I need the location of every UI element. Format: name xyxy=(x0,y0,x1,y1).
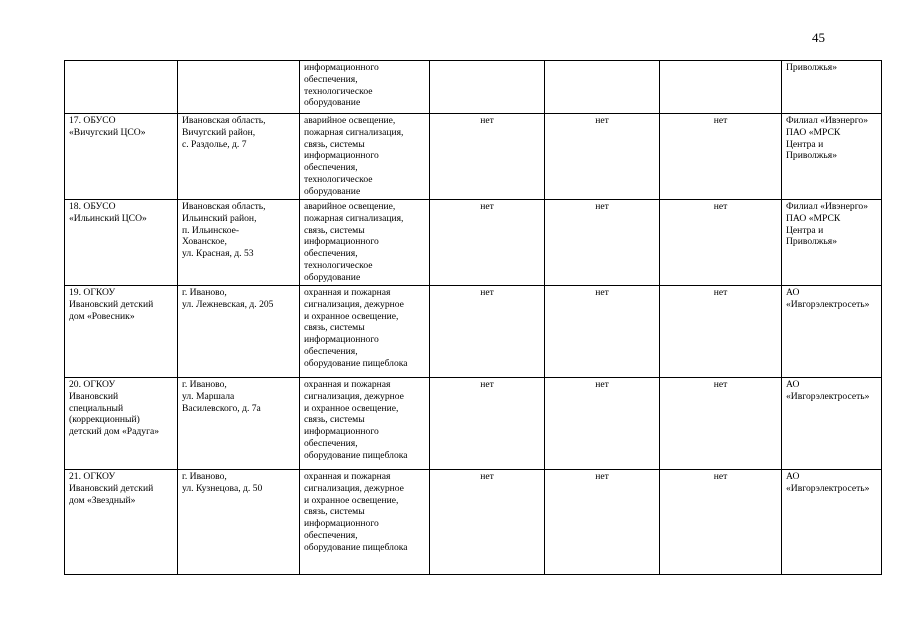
supplier-cell-line: ПАО «МРСК xyxy=(786,126,841,138)
address-cell xyxy=(178,61,300,114)
status-cell xyxy=(660,61,782,114)
supplier-cell-line: «Ивгорэлектросеть» xyxy=(786,298,870,310)
address-cell xyxy=(178,114,300,200)
supplier-cell-line: АО xyxy=(786,379,800,390)
address-cell-line: ул. Кузнецова, д. 50 xyxy=(182,482,263,494)
address-cell xyxy=(178,286,300,378)
institution-name-cell-line: «Ильинский ЦСО» xyxy=(69,212,147,224)
status-cell: нет xyxy=(545,470,660,575)
equipment-cell-line: охранная и пожарная xyxy=(304,471,391,482)
supplier-cell xyxy=(782,61,882,114)
equipment-cell-line: и охранное освещение, xyxy=(304,310,399,322)
address-cell-line: п. Ильинское- xyxy=(182,224,240,236)
equipment-cell xyxy=(300,470,430,575)
table-row xyxy=(65,286,882,378)
equipment-cell-line: технологическое xyxy=(304,173,373,185)
institution-name-cell-line: детский дом «Радуга» xyxy=(69,426,160,438)
institution-name-cell xyxy=(65,114,178,200)
equipment-cell-line: сигнализация, дежурное xyxy=(304,298,404,310)
institution-name-cell xyxy=(65,61,178,114)
status-cell: нет xyxy=(545,114,660,200)
institution-name-cell-line: дом «Ровесник» xyxy=(69,310,135,322)
equipment-cell-line: связь, системы xyxy=(304,506,365,518)
equipment-cell-line: сигнализация, дежурное xyxy=(304,482,404,494)
status-cell xyxy=(545,61,660,114)
supplier-cell-line: «Ивгорэлектросеть» xyxy=(786,482,870,494)
address-cell-line: Вичугский район, xyxy=(182,126,256,138)
status-cell: нет xyxy=(660,286,782,378)
equipment-cell-line: оборудование пищеблока xyxy=(304,541,408,553)
equipment-cell-line: обеспечения, xyxy=(304,345,358,357)
institution-name-cell-line: Ивановский детский xyxy=(69,298,154,310)
equipment-cell-line: пожарная сигнализация, xyxy=(304,126,404,138)
supplier-cell-line: Приволжья» xyxy=(786,236,837,248)
supplier-cell-line: Центра и xyxy=(786,224,824,236)
address-cell xyxy=(178,200,300,286)
table-row xyxy=(65,470,882,575)
supplier-cell xyxy=(782,200,882,286)
equipment-cell-line: обеспечения, xyxy=(304,73,358,85)
equipment-cell-line: связь, системы xyxy=(304,414,365,426)
status-cell: нет xyxy=(545,200,660,286)
supplier-cell-line: АО xyxy=(786,287,800,298)
status-cell: нет xyxy=(430,470,545,575)
equipment-cell-line: связь, системы xyxy=(304,224,365,236)
address-cell-line: г. Иваново, xyxy=(182,471,227,482)
status-cell xyxy=(430,61,545,114)
equipment-cell-line: оборудование пищеблока xyxy=(304,357,408,369)
table-row xyxy=(65,114,882,200)
equipment-cell-line: информационного xyxy=(304,334,379,346)
equipment-cell-line: охранная и пожарная xyxy=(304,287,391,298)
supplier-cell-line: Филиал «Ивэнерго» xyxy=(786,201,869,212)
equipment-cell-line: информационного xyxy=(304,426,379,438)
equipment-cell xyxy=(300,61,430,114)
status-cell: нет xyxy=(660,114,782,200)
equipment-cell xyxy=(300,378,430,470)
equipment-cell-line: охранная и пожарная xyxy=(304,379,391,390)
equipment-cell-line: оборудование xyxy=(304,271,361,283)
equipment-cell-line: и охранное освещение, xyxy=(304,494,399,506)
page-number: 45 xyxy=(812,30,825,45)
institution-name-cell-line: 20. ОГКОУ xyxy=(69,379,116,390)
equipment-cell-line: аварийное освещение, xyxy=(304,201,396,212)
table-row xyxy=(65,61,882,114)
equipment-cell-line: оборудование xyxy=(304,185,361,197)
equipment-cell-line: информационного xyxy=(304,62,379,73)
address-cell-line: ул. Лежневская, д. 205 xyxy=(182,298,274,310)
address-cell-line: Ивановская область, xyxy=(182,115,266,126)
institution-name-cell-line: Ивановский xyxy=(69,390,119,402)
institution-name-cell-line: 18. ОБУСО xyxy=(69,201,116,212)
institution-name-cell xyxy=(65,378,178,470)
address-cell-line: с. Раздолье, д. 7 xyxy=(182,138,247,150)
supplier-cell-line: Филиал «Ивэнерго» xyxy=(786,115,869,126)
equipment-cell-line: пожарная сигнализация, xyxy=(304,212,404,224)
address-cell-line: ул. Маршала xyxy=(182,390,235,402)
address-cell-line: г. Иваново, xyxy=(182,287,227,298)
equipment-cell-line: технологическое xyxy=(304,259,373,271)
supplier-cell xyxy=(782,286,882,378)
equipment-cell-line: информационного xyxy=(304,150,379,162)
table-row xyxy=(65,378,882,470)
supplier-cell-line: ПАО «МРСК xyxy=(786,212,841,224)
equipment-cell-line: связь, системы xyxy=(304,138,365,150)
institution-name-cell xyxy=(65,470,178,575)
institution-name-cell-line: 21. ОГКОУ xyxy=(69,471,116,482)
address-cell-line: Ивановская область, xyxy=(182,201,266,212)
institution-name-cell-line: дом «Звездный» xyxy=(69,494,136,506)
equipment-cell xyxy=(300,114,430,200)
status-cell: нет xyxy=(430,378,545,470)
facilities-table xyxy=(64,60,882,575)
equipment-cell-line: аварийное освещение, xyxy=(304,115,396,126)
status-cell: нет xyxy=(660,378,782,470)
equipment-cell-line: обеспечения, xyxy=(304,529,358,541)
institution-name-cell-line: Ивановский детский xyxy=(69,482,154,494)
supplier-cell xyxy=(782,470,882,575)
equipment-cell xyxy=(300,200,430,286)
equipment-cell-line: связь, системы xyxy=(304,322,365,334)
institution-name-cell-line: специальный xyxy=(69,402,124,414)
address-cell-line: ул. Красная, д. 53 xyxy=(182,248,254,260)
status-cell: нет xyxy=(660,200,782,286)
address-cell-line: Хованское, xyxy=(182,236,227,248)
institution-name-cell-line: 17. ОБУСО xyxy=(69,115,116,126)
institution-name-cell xyxy=(65,286,178,378)
status-cell: нет xyxy=(430,114,545,200)
institution-name-cell xyxy=(65,200,178,286)
equipment-cell-line: информационного xyxy=(304,236,379,248)
institution-name-cell-line: «Вичугский ЦСО» xyxy=(69,126,146,138)
address-cell xyxy=(178,378,300,470)
institution-name-cell-line: (коррекционный) xyxy=(69,414,140,426)
institution-name-cell-line: 19. ОГКОУ xyxy=(69,287,116,298)
equipment-cell-line: оборудование xyxy=(304,97,361,109)
address-cell-line: г. Иваново, xyxy=(182,379,227,390)
equipment-cell xyxy=(300,286,430,378)
equipment-cell-line: информационного xyxy=(304,518,379,530)
status-cell: нет xyxy=(545,378,660,470)
address-cell-line: Ильинский район, xyxy=(182,212,257,224)
equipment-cell-line: сигнализация, дежурное xyxy=(304,390,404,402)
status-cell: нет xyxy=(430,286,545,378)
equipment-cell-line: технологическое xyxy=(304,85,373,97)
table-row xyxy=(65,200,882,286)
supplier-cell-line: Центра и xyxy=(786,138,824,150)
supplier-cell xyxy=(782,114,882,200)
supplier-cell-line: «Ивгорэлектросеть» xyxy=(786,390,870,402)
supplier-cell xyxy=(782,378,882,470)
equipment-cell-line: обеспечения, xyxy=(304,437,358,449)
status-cell: нет xyxy=(430,200,545,286)
equipment-cell-line: и охранное освещение, xyxy=(304,402,399,414)
address-cell xyxy=(178,470,300,575)
equipment-cell-line: обеспечения, xyxy=(304,162,358,174)
address-cell-line: Василевского, д. 7а xyxy=(182,402,261,414)
equipment-cell-line: обеспечения, xyxy=(304,248,358,260)
equipment-cell-line: оборудование пищеблока xyxy=(304,449,408,461)
status-cell: нет xyxy=(545,286,660,378)
supplier-cell-line: АО xyxy=(786,471,800,482)
supplier-cell-line: Приволжья» xyxy=(786,150,837,162)
status-cell: нет xyxy=(660,470,782,575)
supplier-cell-line: Приволжья» xyxy=(786,62,837,73)
